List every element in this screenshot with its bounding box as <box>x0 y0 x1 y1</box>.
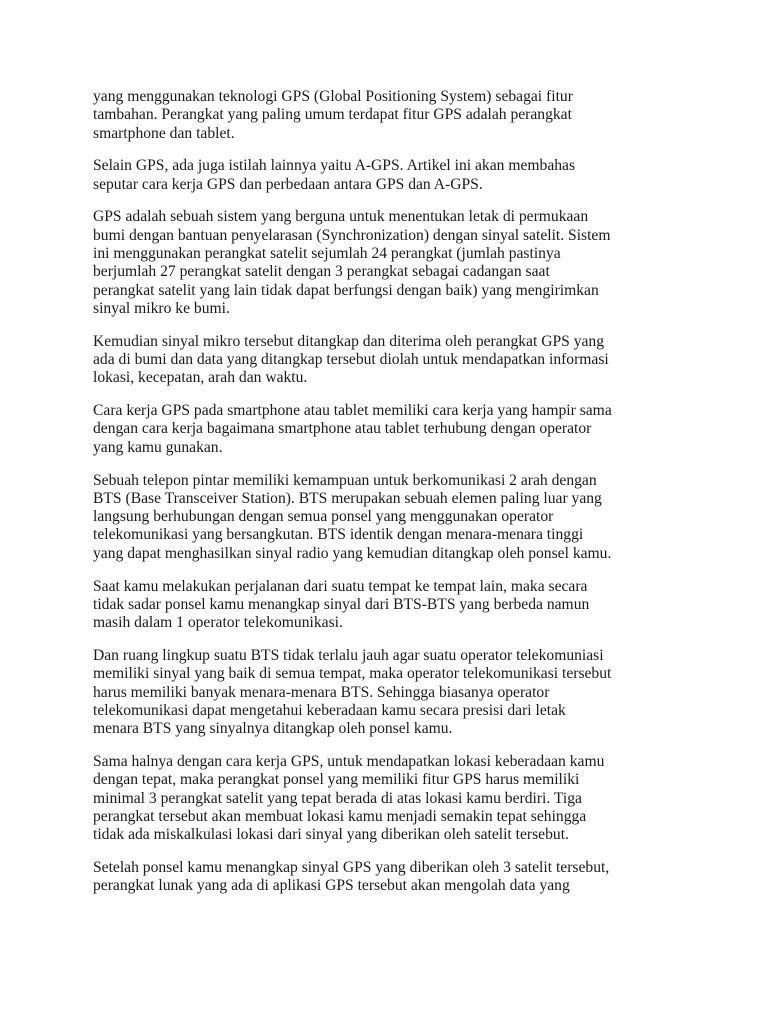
paragraph-1: yang menggunakan teknologi GPS (Global Positioning System) sebagai fitur tambahan. Perangkat yang paling umum terdapat fitur GPS adalah perangkat smartphone dan tablet. <box>93 88 573 142</box>
paragraph-8: Dan ruang lingkup suatu BTS tidak terlalu jauh agar suatu operator telekomuniasi memiliki sinyal yang baik di semua tempat, maka operator telekomunikasi tersebut harus memiliki banyak menara-menara BTS. Sehingga biasanya operator telekomunikasi dapat mengetahui keberadaan kamu secara presisi dari letak menara BTS yang sinyalnya ditangkap oleh ponsel kamu. <box>93 646 612 738</box>
paragraph-3: GPS adalah sebuah sistem yang berguna untuk menentukan letak di permukaan bumi dengan bantuan penyelarasan (Synchronization) dengan sinyal satelit. Sistem ini menggunakan perangkat satelit sejumlah 24 perangkat (jumlah pastinya berjumlah 27 perangkat satelit dengan 3 perangkat sebagai cadangan saat perangkat satelit yang lain tidak dapat berfungsi dengan baik) yang mengirimkan sinyal mikro ke bumi. <box>93 208 611 317</box>
paragraph-7: Saat kamu melakukan perjalanan dari suatu tempat ke tempat lain, maka secara tidak sadar ponsel kamu menangkap sinyal dari BTS-BTS yang berbeda namun masih dalam 1 operator telekomunikasi. <box>93 577 590 632</box>
paragraph-10: Setelah ponsel kamu menangkap sinyal GPS yang diberikan oleh 3 satelit tersebut, perangkat lunak yang ada di aplikasi GPS tersebut akan mengolah data yang <box>93 858 610 895</box>
paragraph-4: Kemudian sinyal mikro tersebut ditangkap dan diterima oleh perangkat GPS yang ada di bumi dan data yang ditangkap tersebut diolah untuk mendapatkan informasi lokasi, kecepatan, arah dan waktu. <box>93 332 609 387</box>
paragraph-5: Cara kerja GPS pada smartphone atau tablet memiliki cara kerja yang hampir sama dengan cara kerja bagaimana smartphone atau tablet terhubung dengan operator yang kamu gunakan. <box>93 402 612 456</box>
document-page <box>93 88 683 910</box>
paragraph-2: Selain GPS, ada juga istilah lainnya yaitu A-GPS. Artikel ini akan membahas seputar cara kerja GPS dan perbedaan antara GPS dan A-GPS. <box>93 157 576 193</box>
paragraph-9: Sama halnya dengan cara kerja GPS, untuk mendapatkan lokasi keberadaan kamu dengan tepat, maka perangkat ponsel yang memiliki fitur GPS harus memiliki minimal 3 perangkat satelit yang tepat berada di atas lokasi kamu berdiri. Tiga perangkat tersebut akan membuat lokasi kamu menjadi semakin tepat sehingga tidak ada miskalkulasi lokasi dari sinyal yang diberikan oleh satelit tersebut. <box>93 752 605 844</box>
paragraph-6: Sebuah telepon pintar memiliki kemampuan untuk berkomunikasi 2 arah dengan BTS (Base Transceiver Station). BTS merupakan sebuah elemen paling luar yang langsung berhubungan dengan semua ponsel yang menggunakan operator telekomunikasi yang bersangkutan. BTS identik dengan menara-menara tinggi yang dapat menghasilkan sinyal radio yang kemudian ditangkap oleh ponsel kamu. <box>93 471 612 562</box>
